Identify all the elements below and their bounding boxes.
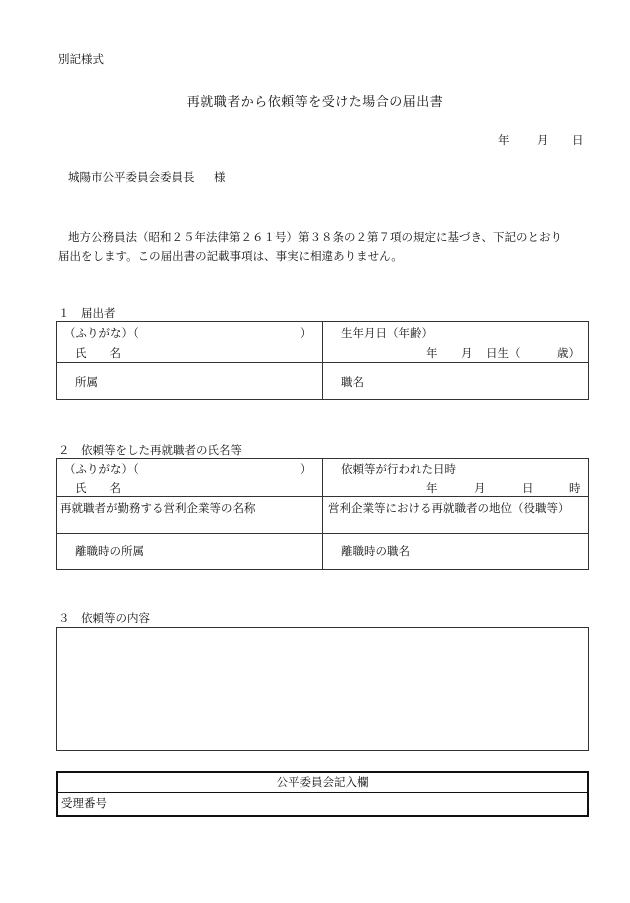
table-divider xyxy=(56,496,589,497)
request-day-label: 日 xyxy=(522,481,534,495)
birthdate-label: 生年月日（年齢） xyxy=(341,326,433,340)
table-divider xyxy=(322,321,323,400)
table-divider xyxy=(56,362,589,363)
page-title: 再就職者から依頼等を受けた場合の届出書 xyxy=(186,95,444,110)
section2-heading: ２ 依頼等をした再就職者の氏名等 xyxy=(58,443,242,457)
form-label: 別記様式 xyxy=(58,52,104,66)
age-label: 歳） xyxy=(557,346,580,360)
addressee-honorific: 様 xyxy=(214,170,226,184)
former-affiliation-label: 離職時の所属 xyxy=(75,544,144,558)
request-datetime-label: 依頼等が行われた日時 xyxy=(341,462,456,476)
table-divider xyxy=(322,458,323,570)
request-month-label: 月 xyxy=(474,481,486,495)
company-position-label: 営利企業等における再就職者の地位（役職等） xyxy=(328,501,570,515)
position-label: 職名 xyxy=(341,375,364,389)
former-position-label: 離職時の職名 xyxy=(341,544,410,558)
request-hour-label: 時 xyxy=(569,481,581,495)
birth-month-label: 月 xyxy=(461,346,473,360)
table-divider xyxy=(56,533,589,534)
company-name-label: 再就職者が勤務する営利企業等の名称 xyxy=(60,501,256,515)
furigana-label: （ふりがな）（ xyxy=(64,326,139,340)
section1-heading: １ 届出者 xyxy=(58,306,116,320)
applicant-name-label: 氏 名 xyxy=(75,346,121,360)
intro-line-2: 届出をします。この届出書の記載事項は、事実に相違ありません。 xyxy=(58,249,403,263)
date-year-label: 年 xyxy=(498,133,510,147)
section3-heading: ３ 依頼等の内容 xyxy=(58,611,150,625)
furigana-close: ） xyxy=(300,462,312,476)
table-divider xyxy=(56,792,589,793)
office-use-header: 公平委員会記入欄 xyxy=(276,775,369,789)
birth-day-label: 日生（ xyxy=(486,346,521,360)
former-employee-name-label: 氏 名 xyxy=(75,481,121,495)
receipt-number-label: 受理番号 xyxy=(61,796,107,810)
furigana-close: ） xyxy=(300,326,312,340)
date-month-label: 月 xyxy=(537,133,549,147)
intro-line-1: 地方公務員法（昭和２５年法律第２６１号）第３８条の２第７項の規定に基づき、下記のとおり xyxy=(68,230,563,244)
furigana-label: （ふりがな）（ xyxy=(64,462,139,476)
affiliation-label: 所属 xyxy=(75,375,98,389)
birth-year-label: 年 xyxy=(426,346,438,360)
request-details-field[interactable] xyxy=(56,627,589,751)
request-year-label: 年 xyxy=(426,481,438,495)
addressee-name: 城陽市公平委員会委員長 xyxy=(68,170,195,184)
date-day-label: 日 xyxy=(572,133,584,147)
